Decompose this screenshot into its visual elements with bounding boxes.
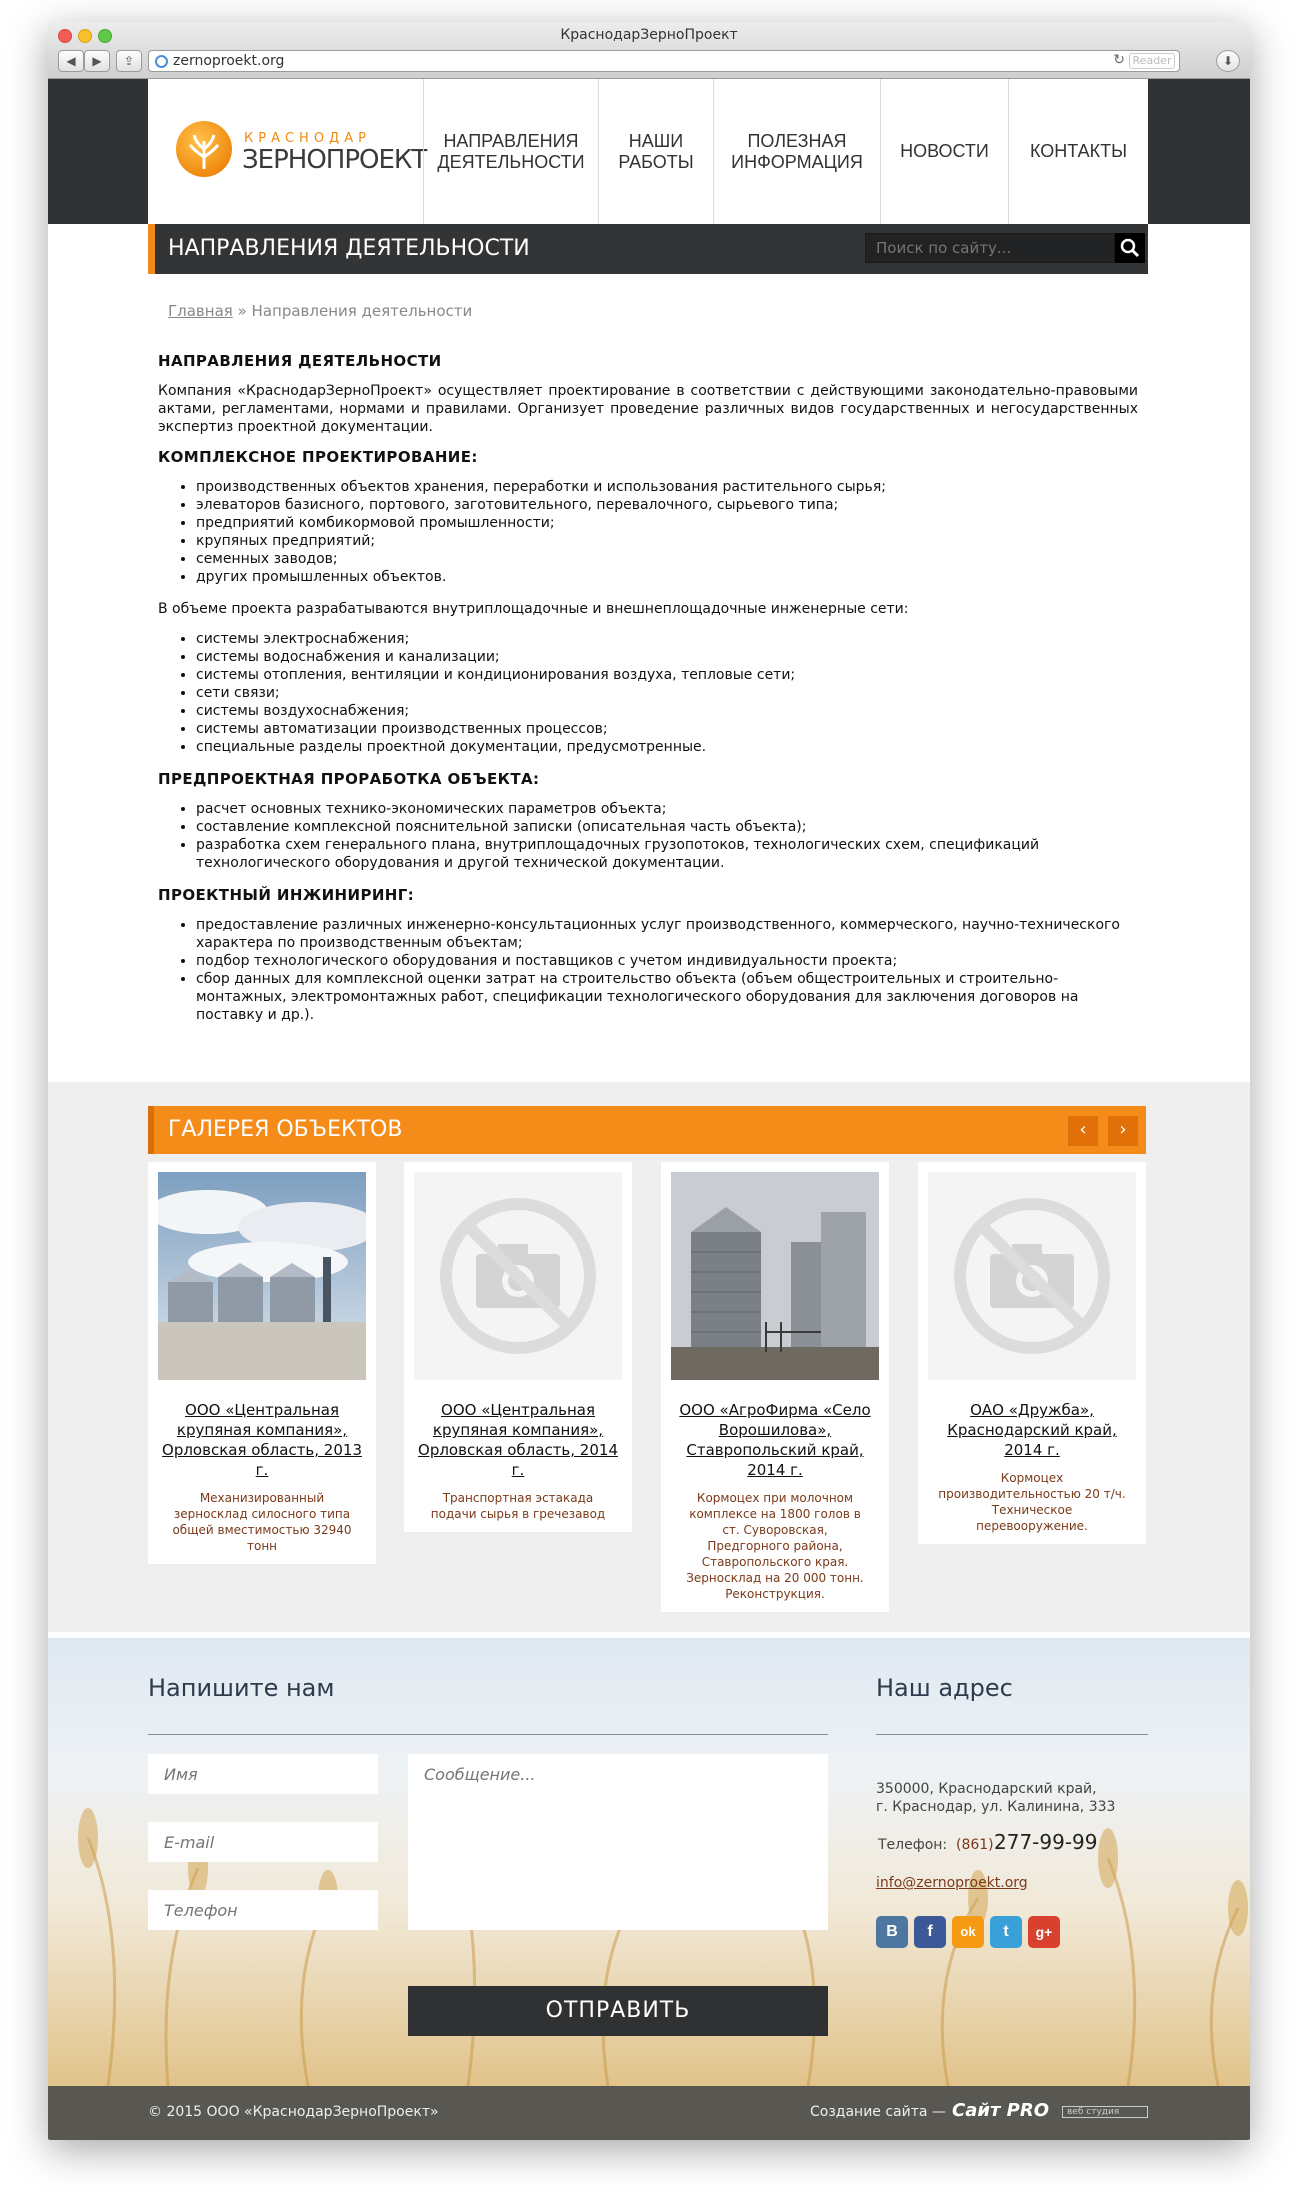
no-photo-icon[interactable] (414, 1172, 622, 1380)
breadcrumb-current: Направления деятельности (251, 302, 473, 320)
search-button[interactable] (1115, 233, 1145, 263)
list-item: • сбор данных для комплексной оценки затрат на строительство объекта (объем общестроительных и строительно-монтажных, электромонтажных работ, спецификации технологического оборудования для заключения договоров на поставку и др.). (196, 970, 1138, 1024)
list-item: • расчет основных технико-экономических параметров объекта; (196, 800, 1138, 818)
nav-works-line1: НАШИ (628, 130, 684, 151)
gallery-title-bar (148, 1106, 1146, 1154)
list-item: • семенных заводов; (196, 550, 1138, 568)
copyright: © 2015 ООО «КраснодарЗерноПроект» (148, 2104, 439, 2120)
section-heading-complex: КОМПЛЕКСНОЕ ПРОЕКТИРОВАНИЕ: (158, 448, 478, 466)
name-field[interactable] (148, 1754, 378, 1794)
phone-number[interactable]: 277-99-99 (994, 1830, 1098, 1854)
chevron-right-icon: › (1119, 1119, 1127, 1140)
email-link[interactable]: info@zernoproekt.org (876, 1875, 1028, 1891)
breadcrumb-separator: » (237, 302, 247, 320)
url-text: zernoproekt.org (173, 53, 285, 69)
send-button[interactable]: ОТПРАВИТЬ (408, 1986, 828, 2036)
gallery-section (48, 1082, 1250, 1632)
logo-wheat-icon (176, 121, 232, 177)
list-item: • системы водоснабжения и канализации; (196, 648, 1138, 666)
odnoklassniki-icon[interactable]: ok (952, 1916, 984, 1948)
nav-news-label: НОВОСТИ (900, 141, 989, 161)
section-heading-pre: ПРЕДПРОЕКТНАЯ ПРОРАБОТКА ОБЪЕКТА: (158, 770, 540, 788)
address-line1: 350000, Краснодарский край, (876, 1781, 1097, 1797)
back-arrow-icon: ◀ (66, 54, 76, 68)
main-content (158, 352, 1138, 1038)
facebook-icon[interactable]: f (914, 1916, 946, 1948)
address-divider (876, 1734, 1148, 1735)
downloads-button[interactable] (1216, 50, 1240, 72)
list-item: • предприятий комбикормовой промышленности; (196, 514, 1138, 532)
gallery-next-button[interactable] (1108, 1116, 1138, 1146)
nav-directions[interactable] (423, 79, 598, 224)
address-line2: г. Краснодар, ул. Калинина, 333 (876, 1799, 1116, 1815)
nav-works[interactable] (598, 79, 713, 224)
studio2-logo-link[interactable]: веб студия (1062, 2106, 1148, 2118)
studio-logo-link[interactable]: Сайт PRO (952, 2100, 1050, 2121)
header-inner (148, 79, 1148, 224)
gallery-photo-elevator[interactable] (671, 1172, 879, 1380)
phone-field[interactable] (148, 1890, 378, 1930)
contact-form-divider (148, 1734, 828, 1735)
section-heading-eng: ПРОЕКТНЫЙ ИНЖИНИРИНГ: (158, 886, 415, 904)
twitter-icon[interactable]: t (990, 1916, 1022, 1948)
list-item: • производственных объектов хранения, переработки и использования растительного сырья; (196, 478, 1138, 496)
nav-info-line1: ПОЛЕЗНАЯ (747, 130, 847, 151)
intro-paragraph: Компания «КраснодарЗерноПроект» осуществляет проектирование в соответствии с действующими законодательно-правовыми актами, регламентами, нормами и правилами. Организует проведение различных видов государственных и негосударственных экспертиз проектной документации. (158, 383, 1138, 435)
page-title-bar (148, 224, 1148, 274)
list-item: • системы отопления, вентиляции и кондиционирования воздуха, тепловые сети; (196, 666, 1138, 684)
gallery-card-title[interactable]: ООО «Центральная крупяная компания», Орловская область, 2013 г. (162, 1401, 362, 1479)
address-bar[interactable] (148, 50, 1180, 72)
nav-contacts-label: КОНТАКТЫ (1029, 141, 1128, 161)
list-item: • предоставление различных инженерно-консультационных услуг производственного, коммерческого, научно-технического характера по производственным объектам; (196, 916, 1138, 952)
back-button[interactable] (58, 50, 84, 72)
gallery-card[interactable] (661, 1162, 889, 1612)
gallery-card-title[interactable]: ООО «Центральная крупяная компания», Орловская область, 2014 г. (418, 1401, 618, 1479)
address-heading: Наш адрес (876, 1674, 1013, 1702)
message-field[interactable] (408, 1754, 828, 1930)
gallery-prev-button[interactable] (1068, 1116, 1098, 1146)
list-item: • других промышленных объектов. (196, 568, 1138, 586)
reader-button[interactable]: Reader (1129, 53, 1175, 69)
breadcrumb-home-link[interactable]: Главная (168, 302, 233, 320)
eng-list (196, 916, 1138, 1024)
nav-news[interactable] (880, 79, 1008, 224)
nav-info-line2: ИНФОРМАЦИЯ (731, 151, 863, 172)
list-item: • системы воздухоснабжения; (196, 702, 1138, 720)
list-item: • системы автоматизации производственных процессов; (196, 720, 1138, 738)
no-photo-icon[interactable] (928, 1172, 1136, 1380)
list-item: • специальные разделы проектной документации, предусмотренные. (196, 738, 1138, 756)
share-button[interactable] (116, 50, 142, 72)
phone-label: Телефон: (878, 1837, 948, 1853)
nav-info[interactable] (713, 79, 880, 224)
list-item: • сети связи; (196, 684, 1138, 702)
gallery-card-desc: Кормоцех производительностью 20 т/ч. Техническое перевооружение. (938, 1471, 1126, 1533)
nav-directions-line2: ДЕЯТЕЛЬНОСТИ (437, 151, 585, 172)
gallery-card-desc: Транспортная эстакада подачи сырья в гречезавод (430, 1491, 606, 1521)
site-footer (48, 2086, 1250, 2140)
gallery-card-title[interactable]: ООО «АгроФирма «Село Ворошилова», Ставропольский край, 2014 г. (679, 1401, 871, 1479)
page-title: НАПРАВЛЕНИЯ ДЕЯТЕЛЬНОСТИ (168, 236, 530, 261)
vk-icon[interactable]: B (876, 1916, 908, 1948)
browser-toolbar (48, 22, 1250, 79)
list-item: • составление комплексной пояснительной записки (описательная часть объекта); (196, 818, 1138, 836)
browser-window (48, 22, 1250, 2140)
search-icon (1115, 233, 1145, 263)
complex-list (196, 478, 1138, 586)
nav-directions-line1: НАПРАВЛЕНИЯ (443, 130, 579, 151)
download-icon: ⬇ (1222, 54, 1234, 68)
site-logo[interactable] (148, 79, 427, 224)
gallery-photo-silos[interactable] (158, 1172, 366, 1380)
logo-city: КРАСНОДАР (244, 131, 371, 146)
chevron-left-icon: ‹ (1079, 1119, 1087, 1140)
list-item: • крупяных предприятий; (196, 532, 1138, 550)
list-item: • элеваторов базисного, портового, заготовительного, перевалочного, сырьевого типа; (196, 496, 1138, 514)
gallery-card[interactable] (404, 1162, 632, 1532)
site-header (48, 79, 1250, 224)
logo-name: ЗЕРНОПРОЕКТ (242, 145, 427, 175)
contact-form-heading: Напишите нам (148, 1674, 335, 1702)
window-title: КраснодарЗерноПроект (560, 27, 738, 43)
networks-list (196, 630, 1138, 756)
gallery-title: ГАЛЕРЕЯ ОБЪЕКТОВ (168, 1117, 403, 1142)
contact-section (48, 1638, 1250, 2086)
gallery-card[interactable] (918, 1162, 1146, 1544)
search-input[interactable] (865, 233, 1115, 263)
nav-works-line2: РАБОТЫ (618, 151, 694, 172)
email-field[interactable] (148, 1822, 378, 1862)
share-icon: ⇪ (123, 54, 135, 68)
made-by-label: Создание сайта — (810, 2104, 946, 2120)
list-item: • разработка схем генерального плана, внутриплощадочных грузопотоков, технологических схем, спецификаций технологического оборудования и другой технической документации. (196, 836, 1138, 872)
networks-paragraph: В объеме проекта разрабатываются внутриплощадочные и внешнеплощадочные инженерные сети: (158, 601, 909, 617)
nav-contacts[interactable] (1008, 79, 1148, 224)
forward-button[interactable] (84, 50, 110, 72)
pre-list (196, 800, 1138, 872)
phone-code: (861) (956, 1837, 994, 1853)
gallery-card-desc: Механизированный зерносклад силосного типа общей вместимостью 32940 тонн (172, 1491, 352, 1553)
globe-icon (155, 55, 168, 68)
breadcrumb (168, 302, 472, 320)
section-heading-main: НАПРАВЛЕНИЯ ДЕЯТЕЛЬНОСТИ (158, 352, 442, 370)
reload-icon[interactable]: ↻ (1113, 52, 1125, 68)
gallery-card-desc: Кормоцех при молочном комплексе на 1800 голов в ст. Суворовская, Предгорного района, Ставропольского края. Зерносклад на 20 000 тонн. Реконструкция. (686, 1491, 864, 1601)
gallery-card[interactable] (148, 1162, 376, 1564)
gallery-card-title[interactable]: ОАО «Дружба», Краснодарский край, 2014 г. (947, 1401, 1117, 1459)
google-plus-icon[interactable]: g+ (1028, 1916, 1060, 1948)
forward-arrow-icon: ▶ (92, 54, 102, 68)
list-item: • системы электроснабжения; (196, 630, 1138, 648)
list-item: • подбор технологического оборудования и поставщиков с учетом индивидуальности проекта; (196, 952, 1138, 970)
